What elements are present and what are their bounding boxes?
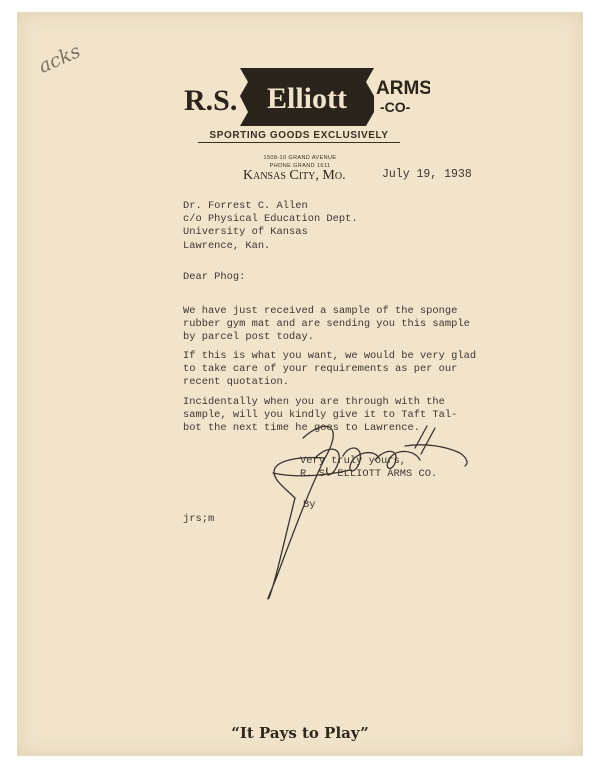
recipient-line: Dr. Forrest C. Allen [183, 200, 308, 212]
body-paragraph-1 [183, 305, 470, 345]
logo-co: -CO- [380, 99, 411, 115]
recipient-address [183, 200, 358, 253]
letterhead-tagline: SPORTING GOODS EXCLUSIVELY [198, 130, 400, 143]
logo-initials: R.S. [184, 84, 238, 117]
typist-initials: jrs;m [183, 513, 215, 525]
logo-arms: ARMS [376, 78, 430, 99]
body-line: by parcel post today. [183, 331, 314, 344]
letterhead-city: Kansas City, Mo. [243, 168, 346, 183]
letterhead-address: 1508-10 GRAND AVENUE [263, 155, 337, 161]
salutation: Dear Phog: [183, 271, 246, 283]
handwritten-annotation: acks [35, 40, 84, 78]
closing-company: R. S. ELLIOTT ARMS CO. [300, 468, 438, 481]
body-line: bot the next time he goes to Lawrence. [183, 422, 420, 435]
body-line: to take care of your requirements as per our [183, 363, 458, 376]
by-label: By [303, 499, 316, 511]
recipient-line: c/o Physical Education Dept. [183, 213, 358, 226]
logo-name: Elliott [267, 82, 347, 115]
body-line: recent quotation. [183, 376, 290, 389]
footer-slogan: “It Pays to Play” [231, 724, 369, 742]
body-paragraph-2 [183, 350, 476, 390]
body-line: We have just received a sample of the sponge [183, 305, 458, 317]
letter-date: July 19, 1938 [382, 168, 472, 181]
recipient-line: University of Kansas [183, 226, 308, 239]
body-line: Incidentally when you are through with the [183, 396, 445, 408]
company-logo [178, 64, 430, 132]
letterhead-phone: PHONE GRAND 1611 [269, 163, 331, 169]
body-line: rubber gym mat and are sending you this sample [183, 318, 470, 331]
valediction: Very truly yours, [300, 455, 407, 467]
handwritten-signature [255, 418, 480, 608]
body-line: sample, will you kindly give it to Taft Tal- [183, 409, 458, 422]
body-line: If this is what you want, we would be very glad [183, 350, 477, 362]
recipient-line: Lawrence, Kan. [183, 239, 271, 252]
